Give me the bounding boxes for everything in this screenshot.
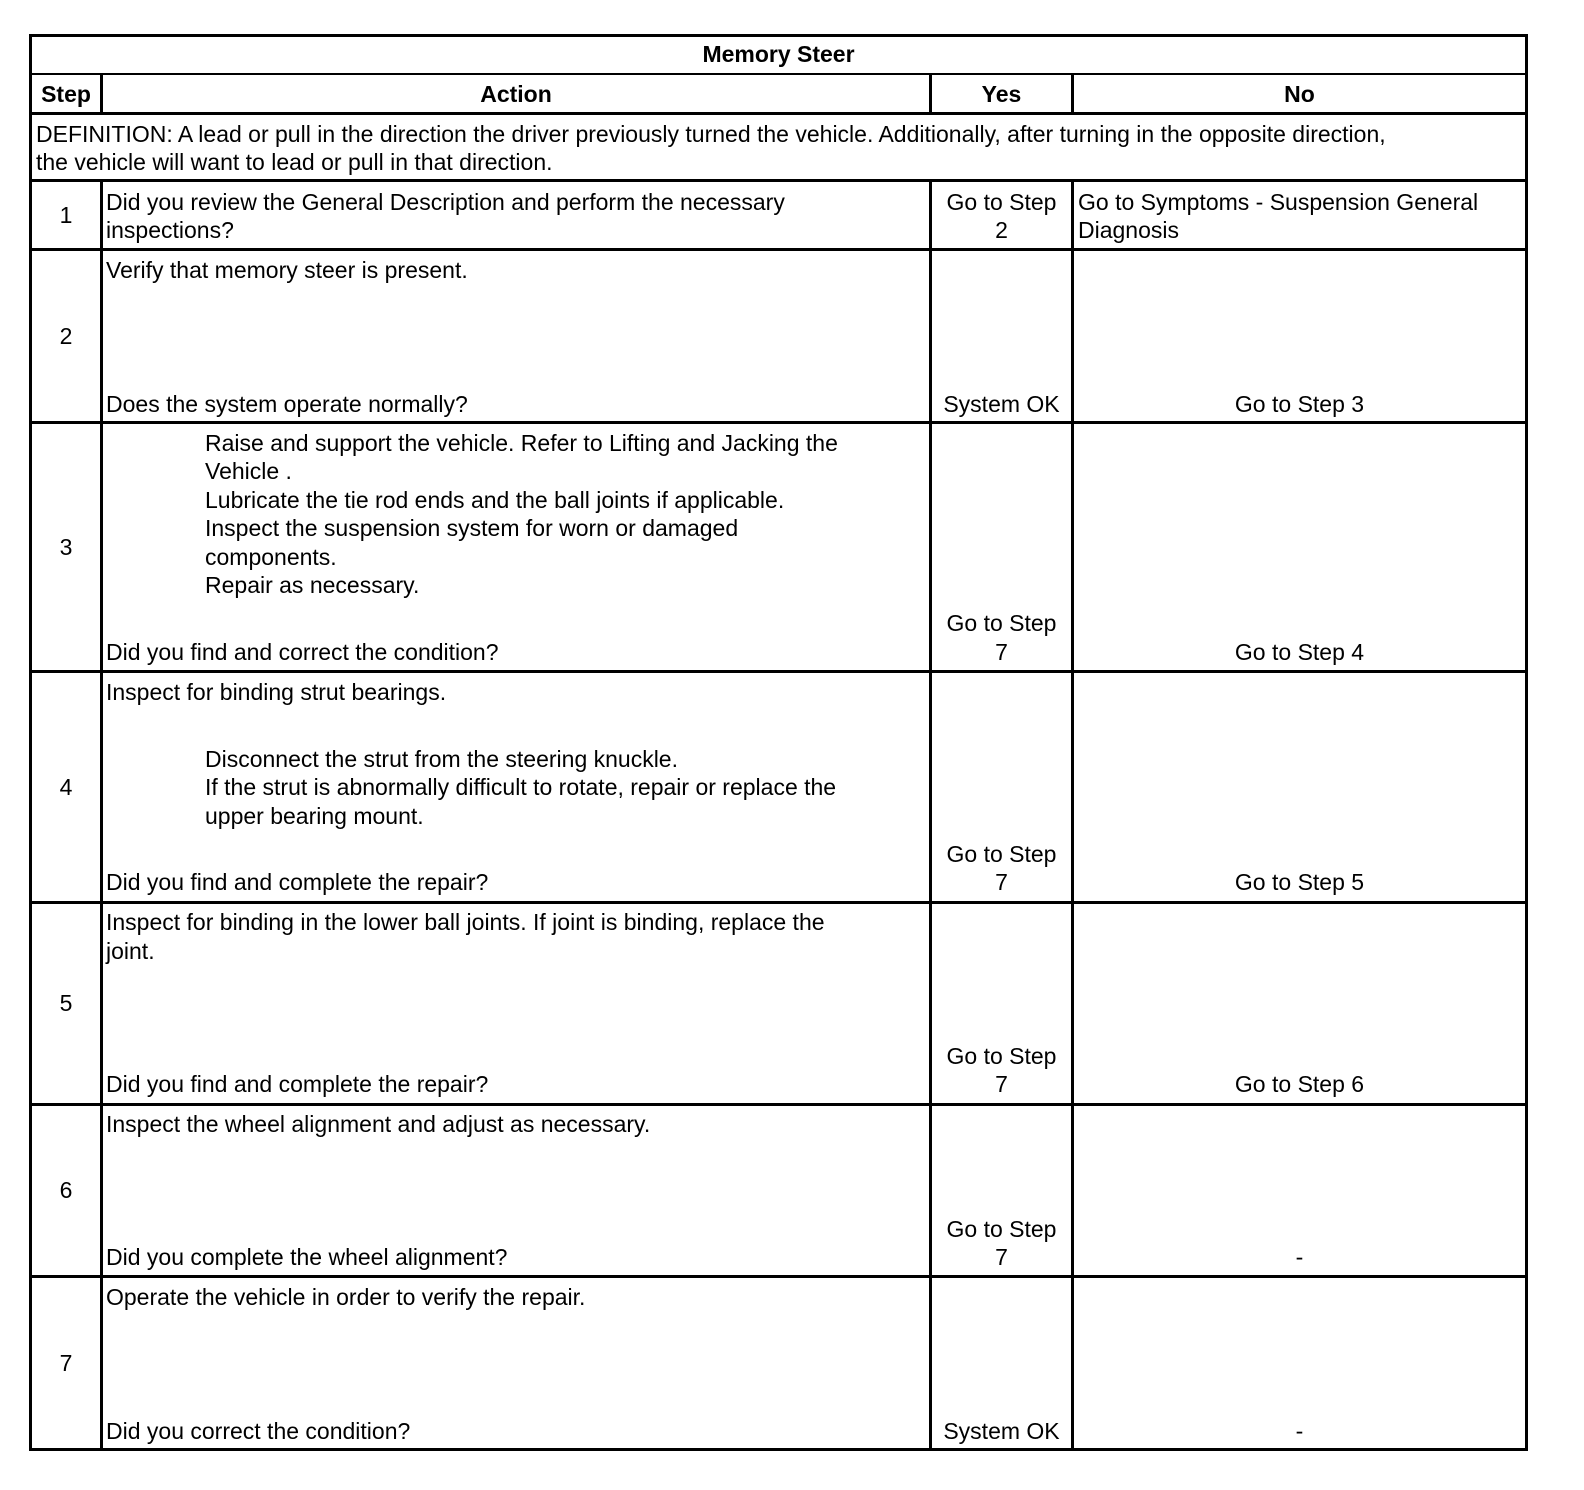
yes-link[interactable]: Go to Step [946, 189, 1057, 215]
no-link[interactable]: Go to Step 3 [1234, 391, 1365, 417]
rule-title [29, 73, 1528, 75]
yes-link[interactable]: 7 [995, 639, 1008, 665]
yes-link[interactable]: Go to Step [946, 1043, 1057, 1069]
step-number: 6 [59, 1177, 73, 1203]
rule-step-5 [29, 1103, 1528, 1106]
border-right [1525, 34, 1528, 1451]
action-step: Vehicle . [205, 458, 292, 484]
header-step: Step [41, 81, 91, 107]
action-step: Repair as necessary. [205, 572, 420, 598]
action-text: Did you review the General Description and perform the necessary [106, 189, 785, 215]
yes-result: System OK [943, 391, 1060, 417]
yes-link[interactable]: 7 [995, 1244, 1008, 1270]
header-no: No [1284, 81, 1315, 107]
action-step: Inspect the suspension system for worn or damaged [205, 515, 739, 541]
action-question: Did you find and complete the repair? [106, 1071, 489, 1097]
action-text: joint. [106, 938, 155, 964]
no-link[interactable]: Go to Step 6 [1234, 1071, 1365, 1097]
rule-definition [29, 179, 1528, 182]
yes-link[interactable]: Go to Step [946, 610, 1057, 636]
step-number: 7 [59, 1350, 73, 1376]
col-divider [100, 179, 103, 1451]
action-question: Did you correct the condition? [106, 1418, 411, 1444]
step-number: 4 [59, 774, 73, 800]
yes-link[interactable]: 7 [995, 1071, 1008, 1097]
action-step: Disconnect the strut from the steering knuckle. [205, 746, 678, 772]
action-text: Operate the vehicle in order to verify the repair. [106, 1284, 586, 1310]
step-number: 5 [59, 990, 73, 1016]
yes-link[interactable]: Go to Step [946, 841, 1057, 867]
action-text: Inspect for binding in the lower ball joints. If joint is binding, replace the [106, 909, 825, 935]
action-text: Verify that memory steer is present. [106, 257, 468, 283]
action-question: Did you complete the wheel alignment? [106, 1244, 508, 1270]
action-step: components. [205, 544, 337, 570]
action-text: inspections? [106, 217, 234, 243]
action-question: Does the system operate normally? [106, 391, 468, 417]
no-result: - [1295, 1418, 1304, 1444]
border-top [29, 34, 1528, 37]
step-number: 1 [59, 202, 73, 228]
step-number: 3 [59, 534, 73, 560]
no-result: - [1295, 1244, 1304, 1270]
rule-step-2 [29, 421, 1528, 424]
action-step: Lubricate the tie rod ends and the ball joints if applicable. [205, 487, 785, 513]
border-bottom [29, 1448, 1528, 1451]
no-link[interactable]: Diagnosis [1078, 217, 1179, 243]
action-text: Inspect the wheel alignment and adjust as necessary. [106, 1111, 651, 1137]
action-question: Did you find and correct the condition? [106, 639, 499, 665]
action-text: Inspect for binding strut bearings. [106, 679, 447, 705]
yes-link[interactable]: Go to Step [946, 1216, 1057, 1242]
header-action: Action [480, 81, 552, 107]
no-link[interactable]: Go to Step 5 [1234, 869, 1365, 895]
definition-line: DEFINITION: A lead or pull in the direction the driver previously turned the vehicle. Additionally, after turning in the opposite direction, [36, 121, 1386, 147]
yes-link[interactable]: 2 [995, 217, 1008, 243]
yes-link[interactable]: 7 [995, 869, 1008, 895]
rule-step-3 [29, 670, 1528, 673]
table-title: Memory Steer [702, 41, 855, 67]
no-link[interactable]: Go to Step 4 [1234, 639, 1365, 665]
action-step: upper bearing mount. [205, 803, 424, 829]
action-question: Did you find and complete the repair? [106, 869, 489, 895]
rule-step-6 [29, 1275, 1528, 1278]
definition-line: the vehicle will want to lead or pull in that direction. [36, 149, 553, 175]
border-left [29, 34, 32, 1451]
action-step: If the strut is abnormally difficult to rotate, repair or replace the [205, 774, 837, 800]
no-link[interactable]: Go to Symptoms - Suspension General [1078, 189, 1479, 215]
header-yes: Yes [981, 81, 1022, 107]
rule-header [29, 112, 1528, 115]
rule-step-4 [29, 901, 1528, 904]
step-number: 2 [59, 323, 73, 349]
action-step: Raise and support the vehicle. Refer to Lifting and Jacking the [205, 430, 838, 456]
rule-step-1 [29, 248, 1528, 251]
yes-result: System OK [943, 1418, 1060, 1444]
